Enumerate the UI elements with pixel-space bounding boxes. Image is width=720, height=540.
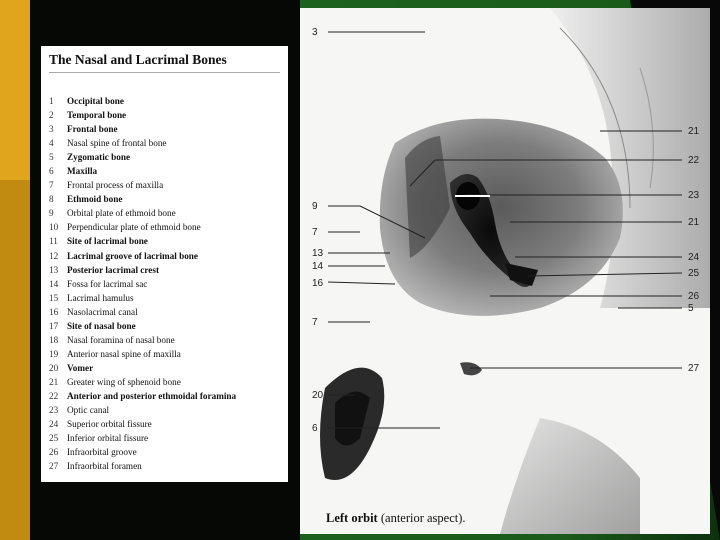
legend-item [49, 403, 280, 417]
legend-item-number: 5 [49, 152, 54, 163]
legend-item-number: 26 [49, 447, 59, 458]
legend-item-label: Occipital bone [67, 96, 124, 106]
legend-item-label: Anterior nasal spine of maxilla [67, 348, 181, 359]
legend-item [49, 347, 280, 361]
legend-item [49, 108, 280, 122]
legend-item-number: 1 [49, 96, 54, 106]
legend-item-label: Lacrimal hamulus [67, 292, 134, 303]
orbit-illustration [300, 8, 710, 534]
legend-item [49, 361, 280, 375]
legend-item-label: Greater wing of sphenoid bone [67, 376, 181, 387]
legend-item-number: 20 [49, 362, 59, 373]
legend-item-label: Fossa for lacrimal sac [67, 278, 148, 289]
callout-label: 21 [688, 126, 700, 137]
legend-item-number: 17 [49, 320, 59, 331]
legend-item [49, 375, 280, 389]
legend-item-number: 21 [49, 376, 59, 387]
legend-item [49, 136, 280, 150]
legend-item-number: 24 [49, 419, 59, 430]
legend-item-label: Posterior lacrimal crest [67, 264, 160, 275]
legend-item-label: Nasal foramina of nasal bone [67, 334, 175, 345]
legend-item [49, 249, 280, 263]
legend-item-label: Vomer [67, 362, 94, 373]
callout-label: 25 [688, 268, 700, 279]
callout-label: 20 [312, 390, 324, 401]
legend-item-number: 25 [49, 433, 59, 444]
legend-item [49, 234, 280, 248]
legend-item-label: Orbital plate of ethmoid bone [67, 208, 176, 219]
callout-label: 7 [312, 227, 318, 238]
figure-caption [326, 511, 466, 526]
legend-item [49, 305, 280, 319]
legend-title: The Nasal and Lacrimal Bones [49, 52, 227, 67]
legend-item-label: Perpendicular plate of ethmoid bone [67, 222, 201, 233]
callout-label: 3 [312, 27, 318, 38]
legend-item [49, 178, 280, 192]
callout-label: 23 [688, 190, 700, 201]
callout-label: 14 [312, 261, 324, 272]
legend-item-label: Ethmoid bone [67, 194, 123, 205]
legend-item [49, 389, 280, 403]
callout-label: 13 [312, 248, 324, 259]
legend-panel [41, 46, 288, 482]
legend-item-label: Infraorbital groove [67, 447, 137, 458]
legend-item [49, 319, 280, 333]
legend-item [49, 291, 280, 305]
callout-label: 26 [688, 291, 700, 302]
legend-item [49, 445, 280, 459]
callout-label: 24 [688, 252, 700, 263]
callout-label: 6 [312, 423, 318, 434]
legend-list [49, 94, 280, 473]
legend-item [49, 150, 280, 164]
legend-item [49, 164, 280, 178]
accent-bar-lower [0, 180, 30, 540]
legend-item [49, 263, 280, 277]
legend-item-number: 22 [49, 390, 59, 401]
legend-item-label: Nasolacrimal canal [67, 306, 138, 317]
legend-item-label: Frontal process of maxilla [67, 180, 164, 191]
legend-item-number: 2 [49, 110, 54, 121]
legend-item-number: 12 [49, 250, 59, 261]
legend-item [49, 122, 280, 136]
legend-item-label: Optic canal [67, 405, 110, 416]
legend-item-number: 8 [49, 194, 54, 205]
legend-item-label: Superior orbital fissure [67, 419, 152, 430]
legend-item-number: 19 [49, 348, 59, 359]
legend-item-number: 7 [49, 180, 54, 191]
legend-item-label: Anterior and posterior ethmoidal foramina [67, 390, 237, 401]
legend-item-number: 4 [49, 138, 54, 149]
callout-label: 16 [312, 278, 324, 289]
legend-item-number: 14 [49, 278, 59, 289]
callout-label: 5 [688, 303, 694, 314]
callout-label: 22 [688, 155, 700, 166]
callout-label: 9 [312, 201, 318, 212]
legend-divider [49, 72, 280, 73]
legend-item-label: Inferior orbital fissure [67, 433, 149, 444]
legend-item [49, 417, 280, 431]
legend-item-label: Lacrimal groove of lacrimal bone [67, 250, 198, 261]
caption-text: (anterior aspect). [377, 511, 466, 525]
legend-item-label: Site of lacrimal bone [67, 236, 148, 247]
legend-item-number: 3 [49, 124, 54, 135]
legend-item [49, 192, 280, 206]
legend-item [49, 94, 280, 108]
legend-item-label: Zygomatic bone [67, 152, 131, 163]
callout-label: 7 [312, 317, 318, 328]
legend-item-label: Temporal bone [67, 110, 127, 121]
legend-item-label: Nasal spine of frontal bone [67, 138, 167, 149]
legend-item-label: Infraorbital foramen [67, 461, 142, 472]
legend-item-number: 11 [49, 236, 58, 247]
legend-item [49, 277, 280, 291]
legend-item-label: Maxilla [67, 166, 98, 177]
legend-item-label: Frontal bone [67, 124, 118, 135]
caption-title: Left orbit [326, 511, 378, 525]
legend-item-number: 6 [49, 166, 54, 177]
legend-item-number: 15 [49, 292, 59, 303]
callout-label: 21 [688, 217, 700, 228]
legend-item-number: 10 [49, 222, 59, 233]
orbit-photo [300, 8, 710, 534]
legend-item [49, 459, 280, 473]
legend-item-number: 18 [49, 334, 59, 345]
legend-item-number: 27 [49, 461, 59, 472]
legend-item [49, 333, 280, 347]
legend-item [49, 431, 280, 445]
legend-item-number: 13 [49, 264, 59, 275]
legend-item-number: 23 [49, 405, 59, 416]
legend-item-number: 16 [49, 306, 59, 317]
legend-item [49, 206, 280, 220]
legend-item [49, 220, 280, 234]
legend-item-label: Site of nasal bone [67, 320, 136, 331]
callout-label: 27 [688, 363, 700, 374]
legend-item-number: 9 [49, 208, 54, 219]
